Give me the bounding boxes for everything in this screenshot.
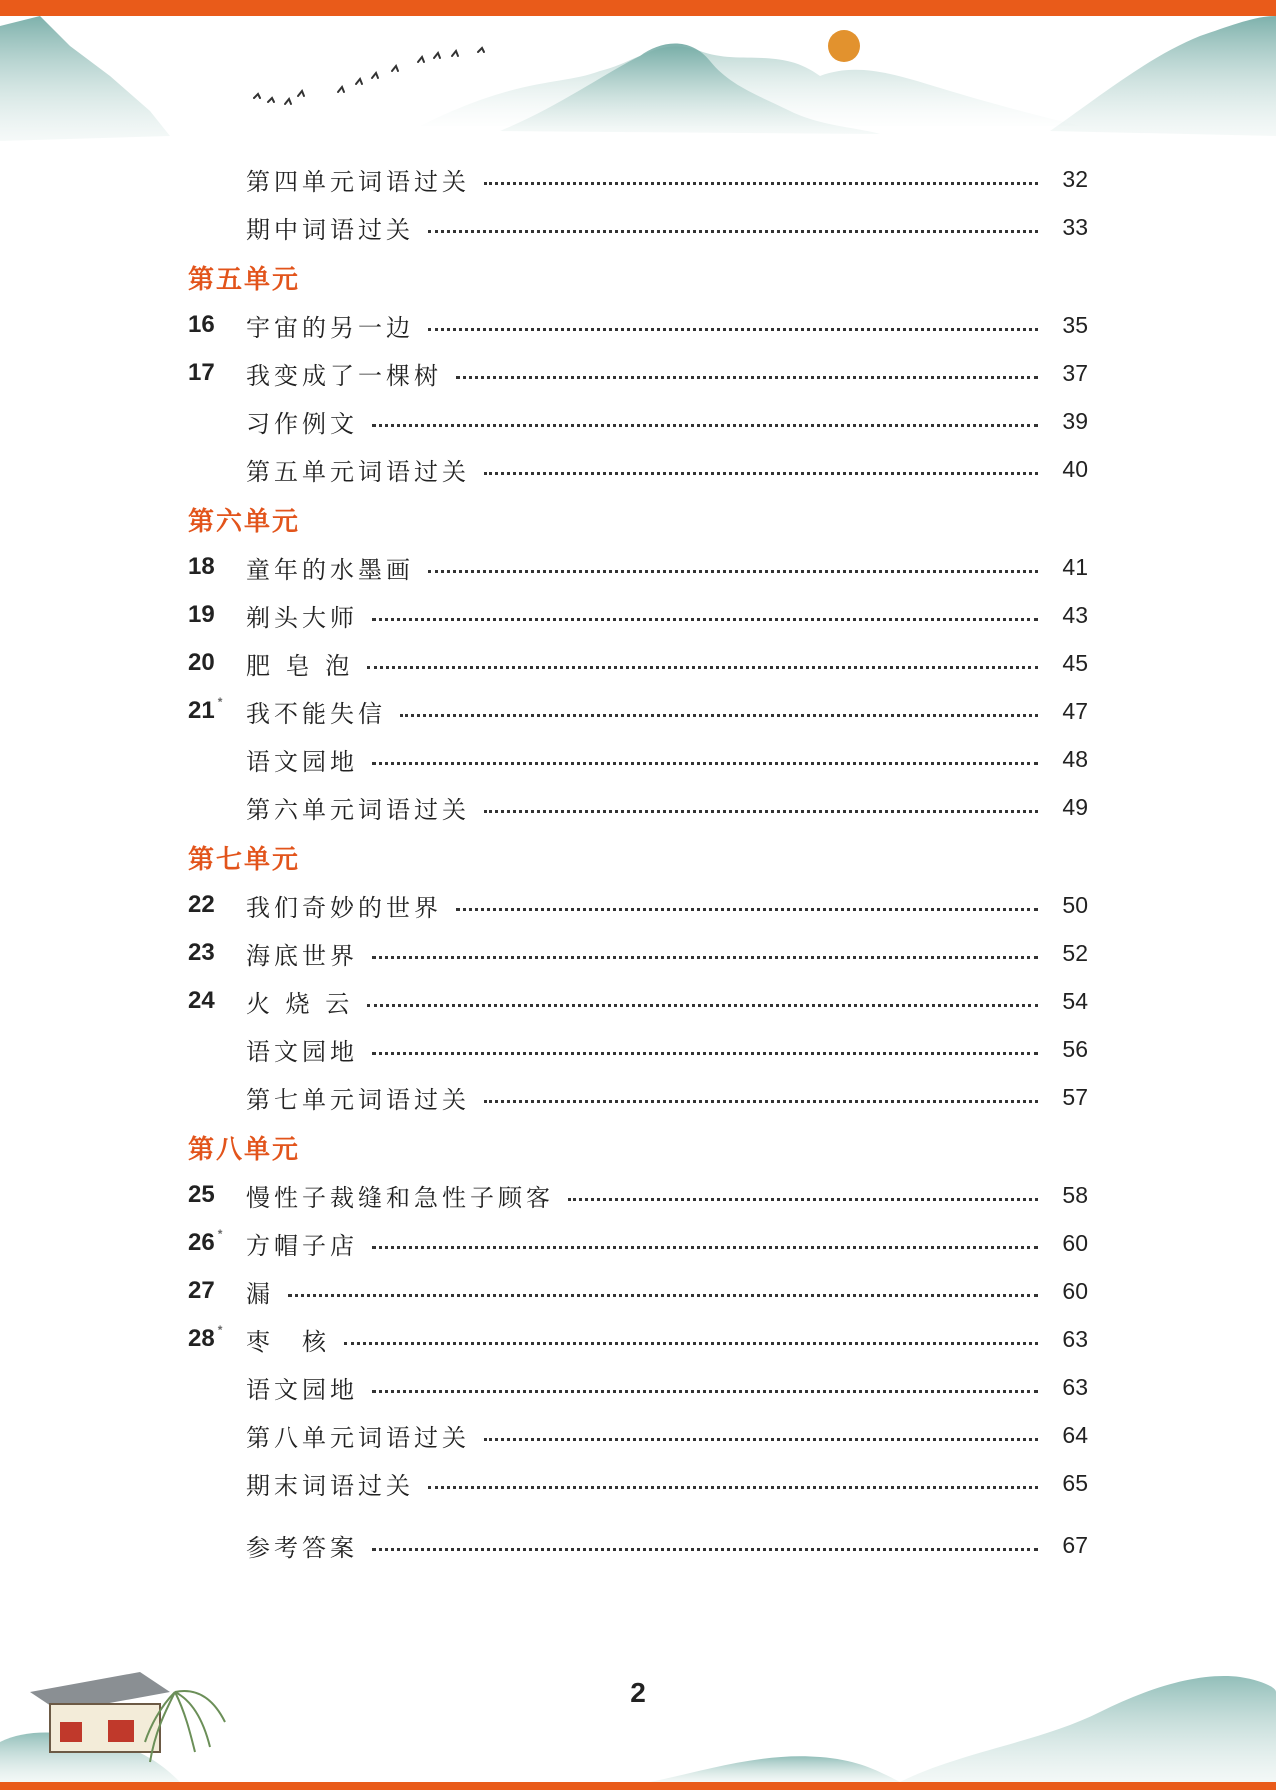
entry-title: 方帽子店 (246, 1231, 358, 1260)
dot-leader (367, 1004, 1038, 1007)
entry-title: 语文园地 (246, 1037, 358, 1066)
lesson-number: 25 (188, 1181, 215, 1208)
lesson-number: 22 (188, 891, 215, 918)
mountain-bottom-right (900, 1676, 1276, 1782)
entry-title: 枣 核 (246, 1327, 330, 1356)
landscape-bottom (0, 1632, 1276, 1782)
dot-leader (372, 956, 1038, 959)
dot-leader (484, 810, 1038, 813)
toc-entry-21[interactable] (188, 1315, 1088, 1363)
entry-title: 我变成了一棵树 (246, 361, 442, 390)
toc-entry-8[interactable] (188, 591, 1088, 639)
page-ref: 33 (1062, 213, 1088, 240)
entry-title: 期末词语过关 (246, 1471, 414, 1500)
lesson-number: 27 (188, 1277, 215, 1304)
dot-leader (400, 714, 1038, 717)
dot-leader (372, 1390, 1038, 1393)
page-ref: 67 (1062, 1531, 1088, 1558)
section-heading-unit-8: 第八单元 (188, 1135, 301, 1165)
dot-leader (372, 1052, 1038, 1055)
page-ref: 40 (1062, 455, 1088, 482)
toc-entry-6[interactable] (188, 445, 1088, 493)
dot-leader (372, 1246, 1038, 1249)
entry-title: 漏 (246, 1279, 274, 1308)
lesson-number (188, 1229, 246, 1257)
cottage-icon (30, 1672, 170, 1752)
dot-leader (484, 472, 1038, 475)
toc-entry-12[interactable] (188, 783, 1088, 831)
table-of-contents (188, 155, 1088, 1569)
page-ref: 56 (1062, 1035, 1088, 1062)
page-ref: 47 (1062, 697, 1088, 724)
entry-title: 宇宙的另一边 (246, 313, 414, 342)
dot-leader (344, 1342, 1038, 1345)
toc-entry-20[interactable] (188, 1267, 1088, 1315)
dot-leader (372, 762, 1038, 765)
section-heading-unit-6: 第六单元 (188, 507, 301, 537)
entry-title: 第六单元词语过关 (246, 795, 470, 824)
lesson-number-text: 21 (188, 697, 215, 724)
toc-entry-11[interactable] (188, 735, 1088, 783)
entry-title: 肥 皂 泡 (246, 651, 354, 680)
page-ref: 43 (1062, 601, 1088, 628)
mountain-right (1050, 16, 1276, 136)
lesson-number: 19 (188, 601, 215, 628)
dot-leader (568, 1198, 1038, 1201)
toc-entry-7[interactable] (188, 543, 1088, 591)
toc-entry-23[interactable] (188, 1411, 1088, 1459)
page-ref: 60 (1062, 1229, 1088, 1256)
lesson-number: 23 (188, 939, 215, 966)
entry-title: 参考答案 (246, 1533, 358, 1562)
page-number: 2 (630, 1677, 646, 1708)
lesson-number (188, 697, 246, 725)
entry-title: 剃头大师 (246, 603, 358, 632)
lesson-number: 24 (188, 987, 215, 1014)
toc-entry-25[interactable] (188, 1521, 1088, 1569)
sun-icon (828, 30, 860, 62)
dot-leader (456, 908, 1038, 911)
section-heading-unit-5: 第五单元 (188, 265, 301, 295)
mountain-bottom-center (650, 1756, 900, 1782)
entry-title: 童年的水墨画 (246, 555, 414, 584)
page-ref: 60 (1062, 1277, 1088, 1304)
top-accent-bar (0, 0, 1276, 16)
page-ref: 35 (1062, 311, 1088, 338)
entry-title: 期中词语过关 (246, 215, 414, 244)
lesson-number: 17 (188, 359, 215, 386)
toc-entry-15[interactable] (188, 977, 1088, 1025)
entry-title: 习作例文 (246, 409, 358, 438)
page-ref: 52 (1062, 939, 1088, 966)
entry-title: 语文园地 (246, 747, 358, 776)
entry-title: 我们奇妙的世界 (246, 893, 442, 922)
mountain-landscape-top (0, 16, 1276, 146)
entry-title: 海底世界 (246, 941, 358, 970)
dot-leader (288, 1294, 1038, 1297)
flying-birds-icon (254, 48, 484, 104)
toc-entry-1[interactable] (188, 155, 1088, 203)
page-ref: 32 (1062, 165, 1088, 192)
lesson-number (188, 1325, 246, 1353)
entry-title: 第五单元词语过关 (246, 457, 470, 486)
toc-entry-19[interactable] (188, 1219, 1088, 1267)
dot-leader (372, 618, 1038, 621)
dot-leader (372, 1548, 1038, 1551)
page-ref: 45 (1062, 649, 1088, 676)
lesson-number: 18 (188, 553, 215, 580)
page-ref: 48 (1062, 745, 1088, 772)
page-ref: 58 (1062, 1181, 1088, 1208)
dot-leader (484, 1100, 1038, 1103)
entry-title: 我不能失信 (246, 699, 386, 728)
dot-leader (428, 1486, 1038, 1489)
lesson-number: 20 (188, 649, 215, 676)
lesson-number: 16 (188, 311, 215, 338)
dot-leader (456, 376, 1038, 379)
page-ref: 63 (1062, 1373, 1088, 1400)
page-ref: 50 (1062, 891, 1088, 918)
toc-entry-22[interactable] (188, 1363, 1088, 1411)
entry-title: 语文园地 (246, 1375, 358, 1404)
toc-entry-2[interactable] (188, 203, 1088, 251)
entry-title: 慢性子裁缝和急性子顾客 (246, 1183, 554, 1212)
toc-entry-5[interactable] (188, 397, 1088, 445)
entry-title: 火 烧 云 (246, 989, 354, 1018)
toc-entry-16[interactable] (188, 1025, 1088, 1073)
page-ref: 54 (1062, 987, 1088, 1014)
optional-lesson-mark: * (217, 1323, 223, 1337)
dot-leader (484, 182, 1038, 185)
lesson-number-text: 28 (188, 1325, 215, 1352)
page-ref: 37 (1062, 359, 1088, 386)
toc-entry-24[interactable] (188, 1459, 1088, 1507)
dot-leader (428, 570, 1038, 573)
dot-leader (367, 666, 1038, 669)
optional-lesson-mark: * (217, 695, 223, 709)
toc-entry-9[interactable] (188, 639, 1088, 687)
section-heading-unit-7: 第七单元 (188, 845, 301, 875)
toc-entry-3[interactable] (188, 301, 1088, 349)
toc-entry-4[interactable] (188, 349, 1088, 397)
dot-leader (372, 424, 1038, 427)
page-ref: 49 (1062, 793, 1088, 820)
bottom-accent-bar (0, 1782, 1276, 1790)
dot-leader (428, 328, 1038, 331)
page-ref: 63 (1062, 1325, 1088, 1352)
lesson-number-text: 26 (188, 1229, 215, 1256)
optional-lesson-mark: * (217, 1227, 223, 1241)
page-ref: 41 (1062, 553, 1088, 580)
mountain-left (0, 16, 170, 141)
page-ref: 65 (1062, 1469, 1088, 1496)
page-ref: 39 (1062, 407, 1088, 434)
dot-leader (484, 1438, 1038, 1441)
entry-title: 第八单元词语过关 (246, 1423, 470, 1452)
page-ref: 64 (1062, 1421, 1088, 1448)
entry-title: 第四单元词语过关 (246, 167, 470, 196)
toc-entry-17[interactable] (188, 1073, 1088, 1121)
entry-title: 第七单元词语过关 (246, 1085, 470, 1114)
toc-entry-10[interactable] (188, 687, 1088, 735)
dot-leader (428, 230, 1038, 233)
toc-entry-14[interactable] (188, 929, 1088, 977)
page-ref: 57 (1062, 1083, 1088, 1110)
toc-entry-18[interactable] (188, 1171, 1088, 1219)
toc-entry-13[interactable] (188, 881, 1088, 929)
